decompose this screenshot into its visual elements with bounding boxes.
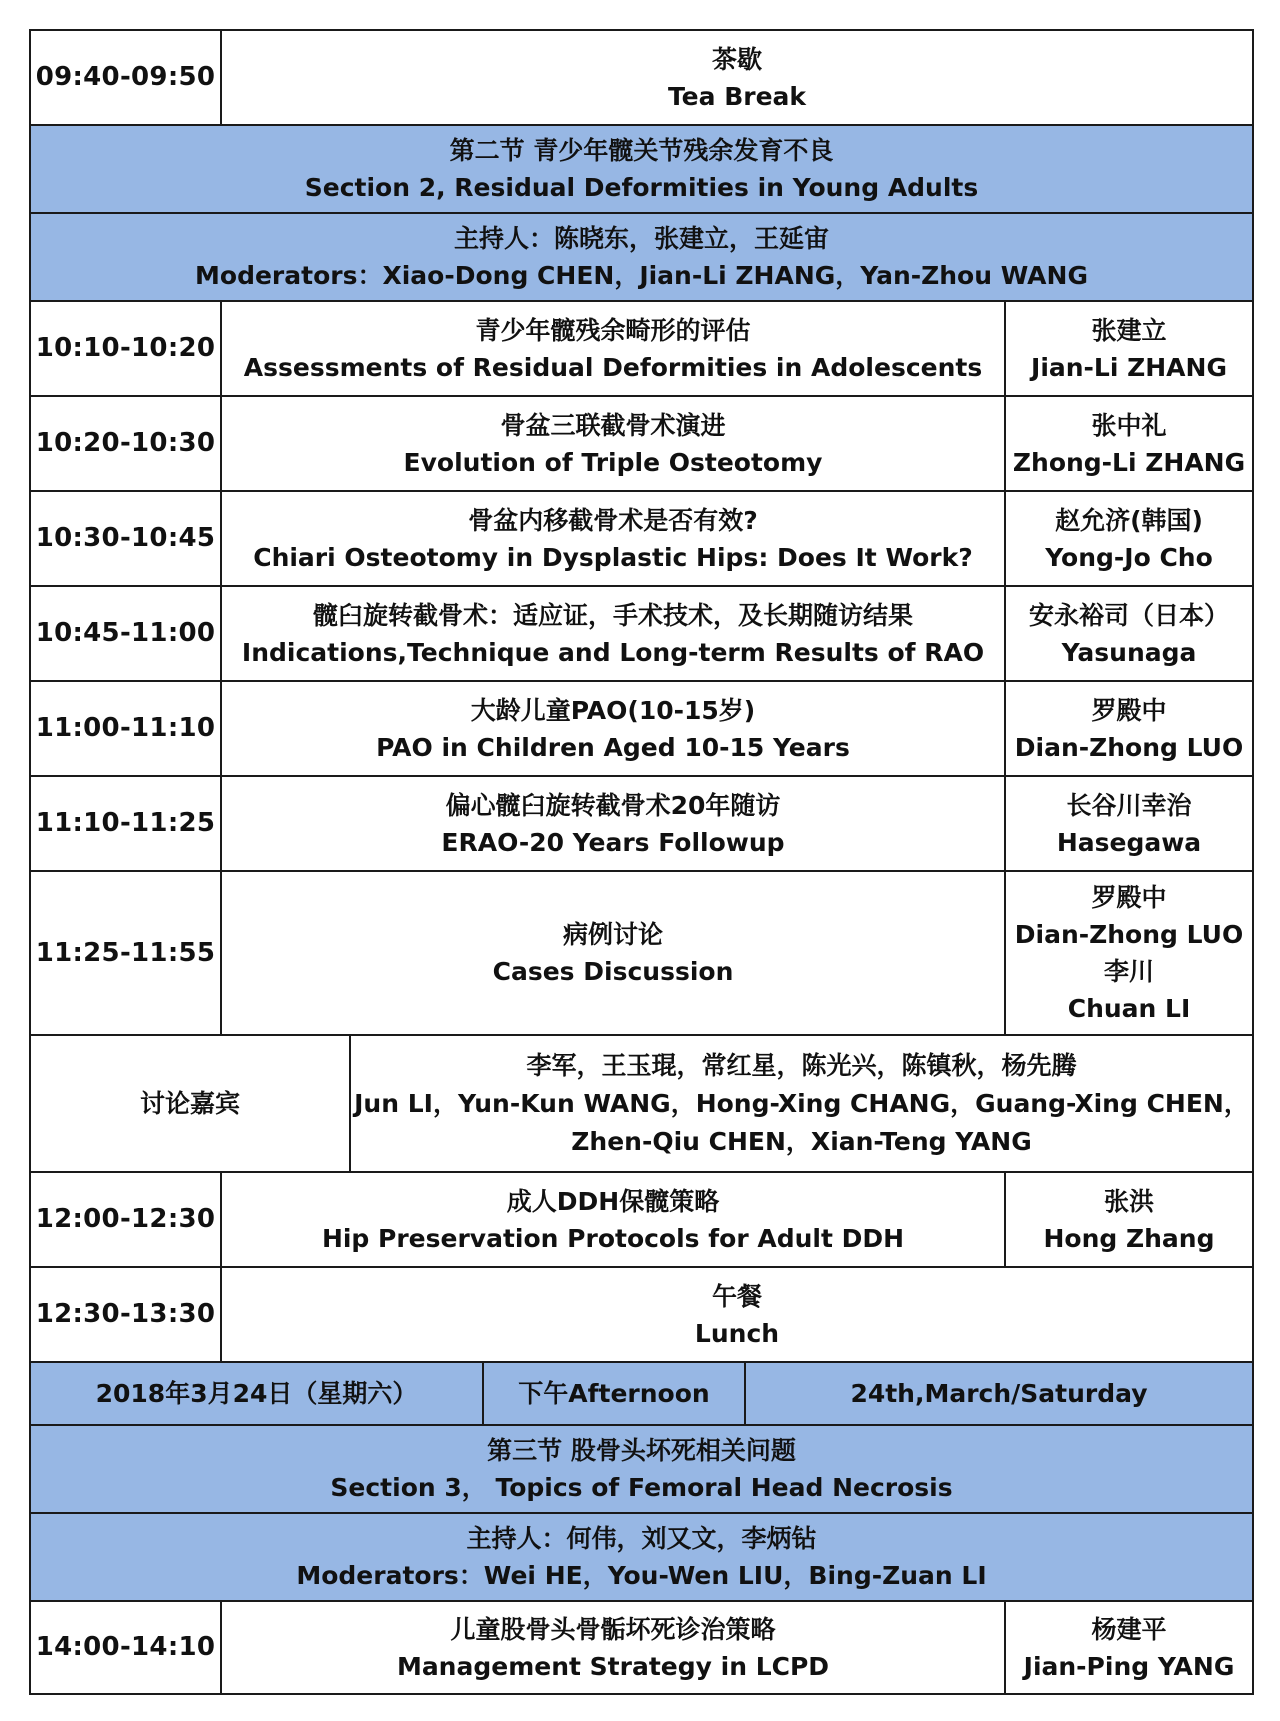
speaker-zh: 张洪 [1103, 1186, 1154, 1216]
speaker-en: Hong Zhang [1043, 1223, 1215, 1253]
topic-en: Assessments of Residual Deformities in Adolescents [243, 352, 983, 382]
moderators-row [29, 1512, 1254, 1600]
moderators-zh: 主持人：何伟，刘又文，李炳钻 [466, 1524, 817, 1553]
topic-zh: 骨盆三联截骨术演进 [500, 410, 726, 440]
speaker-zh: 赵允济(韩国) [1055, 505, 1203, 535]
speaker-en: Jian-Ping YANG [1023, 1651, 1235, 1681]
time-cell: 12:30-13:30 [35, 1299, 216, 1329]
section-3-header [29, 1424, 1254, 1512]
section-title [31, 1426, 1252, 1512]
topic-en: PAO in Children Aged 10-15 Years [376, 732, 850, 762]
section-zh: 第三节 股骨头坏死相关问题 [487, 1436, 796, 1465]
topic-en: Tea Break [667, 81, 807, 111]
speaker-zh: 张中礼 [1091, 410, 1167, 440]
guests-en: Jun LI，Yun-Kun WANG，Hong-Xing CHANG，Guang-Xing CHEN， [354, 1088, 1249, 1118]
schedule-table [29, 29, 1254, 1695]
topic-cell [220, 1602, 1004, 1693]
speaker-cell [1004, 492, 1252, 585]
topic-en: Lunch [694, 1318, 780, 1348]
talk-row [29, 1600, 1254, 1695]
speaker-en: Yong-Jo Cho [1045, 542, 1213, 572]
row-lunch [29, 1266, 1254, 1361]
speaker-en: Chuan LI [1067, 994, 1191, 1023]
speaker-cell [1004, 1602, 1252, 1693]
discussion-row [29, 870, 1254, 1034]
speaker-cell [1004, 587, 1252, 680]
speaker-zh: 杨建平 [1091, 1614, 1167, 1644]
speaker-en: Dian-Zhong LUO [1014, 732, 1244, 762]
section-title [31, 126, 1252, 212]
topic-cell [220, 397, 1004, 490]
speaker-en: Hasegawa [1056, 827, 1202, 857]
topic-en: Indications,Technique and Long-term Results of RAO [241, 637, 985, 667]
speaker-zh: 李川 [1103, 957, 1154, 986]
speaker-en: Zhong-Li ZHANG [1012, 447, 1246, 477]
topic-en: Hip Preservation Protocols for Adult DDH [321, 1223, 905, 1253]
section-en: Section 2, Residual Deformities in Young Adults [304, 173, 979, 202]
guests-row [29, 1034, 1254, 1171]
topic-cell [220, 31, 1252, 124]
moderators-cell [31, 1514, 1252, 1600]
topic-cell [220, 587, 1004, 680]
topic-zh: 骨盆内移截骨术是否有效? [468, 505, 758, 535]
talk-row [29, 300, 1254, 395]
time-cell: 11:25-11:55 [35, 937, 216, 968]
topic-cell [220, 872, 1004, 1034]
speaker-cell [1004, 1173, 1252, 1266]
time-cell: 14:00-14:10 [35, 1632, 216, 1662]
talk-row [29, 490, 1254, 585]
time-cell: 10:10-10:20 [35, 333, 216, 363]
talk-row [29, 1171, 1254, 1266]
date-bar [29, 1361, 1254, 1424]
topic-zh: 茶歇 [711, 44, 762, 74]
speaker-cell [1004, 777, 1252, 870]
speaker-en: Yasunaga [1061, 637, 1197, 667]
moderators-en: Moderators：Wei HE，You-Wen LIU，Bing-Zuan LI [296, 1561, 987, 1590]
date-period: 下午Afternoon [482, 1363, 744, 1424]
speaker-cell [1004, 302, 1252, 395]
topic-en: Cases Discussion [492, 957, 734, 986]
guests-zh: 李军，王玉琨，常红星，陈光兴，陈镇秋，杨先腾 [526, 1050, 1077, 1080]
topic-cell [220, 682, 1004, 775]
topic-cell [220, 302, 1004, 395]
row-tea-break [29, 29, 1254, 124]
talk-row [29, 585, 1254, 680]
topic-zh: 成人DDH保髋策略 [506, 1186, 720, 1216]
time-cell: 11:00-11:10 [35, 713, 216, 743]
time-cell: 10:30-10:45 [35, 523, 216, 553]
speaker-cell [1004, 872, 1252, 1034]
speaker-zh: 张建立 [1091, 315, 1167, 345]
time-cell: 12:00-12:30 [35, 1204, 216, 1234]
speaker-zh: 长谷川幸治 [1066, 790, 1192, 820]
topic-zh: 儿童股骨头骨骺坏死诊治策略 [450, 1614, 776, 1644]
speaker-en: Dian-Zhong LUO [1014, 920, 1244, 949]
moderators-zh: 主持人：陈晓东，张建立，王延宙 [453, 224, 829, 253]
section-en: Section 3， Topics of Femoral Head Necrosis [330, 1473, 953, 1502]
speaker-zh: 罗殿中 [1091, 695, 1167, 725]
topic-en: ERAO-20 Years Followup [441, 827, 785, 857]
topic-zh: 午餐 [711, 1281, 762, 1311]
moderators-cell [31, 214, 1252, 300]
date-en: 24th,March/Saturday [744, 1363, 1252, 1424]
date-zh: 2018年3月24日（星期六） [95, 1379, 418, 1408]
topic-zh: 大龄儿童PAO(10-15岁) [470, 695, 756, 725]
talk-row [29, 775, 1254, 870]
guests-en: Zhen-Qiu CHEN，Xian-Teng YANG [571, 1126, 1032, 1156]
speaker-en: Jian-Li ZHANG [1031, 352, 1227, 382]
time-cell: 10:20-10:30 [35, 428, 216, 458]
guests-names [349, 1036, 1252, 1171]
topic-zh: 偏心髋臼旋转截骨术20年随访 [445, 790, 781, 820]
speaker-cell [1004, 397, 1252, 490]
time-cell: 10:45-11:00 [35, 618, 216, 648]
topic-zh: 青少年髋残余畸形的评估 [475, 315, 751, 345]
talk-row [29, 395, 1254, 490]
topic-cell [220, 777, 1004, 870]
topic-en: Management Strategy in LCPD [396, 1651, 830, 1681]
time-cell: 11:10-11:25 [35, 808, 216, 838]
speaker-cell [1004, 682, 1252, 775]
guests-label: 讨论嘉宾 [139, 1089, 240, 1118]
time-cell: 09:40-09:50 [35, 62, 216, 92]
topic-cell [220, 492, 1004, 585]
topic-en: Chiari Osteotomy in Dysplastic Hips: Does It Work? [253, 542, 973, 572]
topic-zh: 病例讨论 [562, 920, 663, 949]
moderators-row [29, 212, 1254, 300]
topic-cell [220, 1268, 1252, 1361]
section-zh: 第二节 青少年髋关节残余发育不良 [449, 136, 834, 165]
topic-zh: 髋臼旋转截骨术：适应证，手术技术，及长期随访结果 [312, 600, 913, 630]
section-2-header [29, 124, 1254, 212]
topic-en: Evolution of Triple Osteotomy [403, 447, 823, 477]
moderators-en: Moderators：Xiao-Dong CHEN，Jian-Li ZHANG，Yan-Zhou WANG [195, 261, 1088, 290]
speaker-zh: 安永裕司（日本） [1028, 600, 1229, 630]
talk-row [29, 680, 1254, 775]
topic-cell [220, 1173, 1004, 1266]
speaker-zh: 罗殿中 [1091, 883, 1167, 912]
